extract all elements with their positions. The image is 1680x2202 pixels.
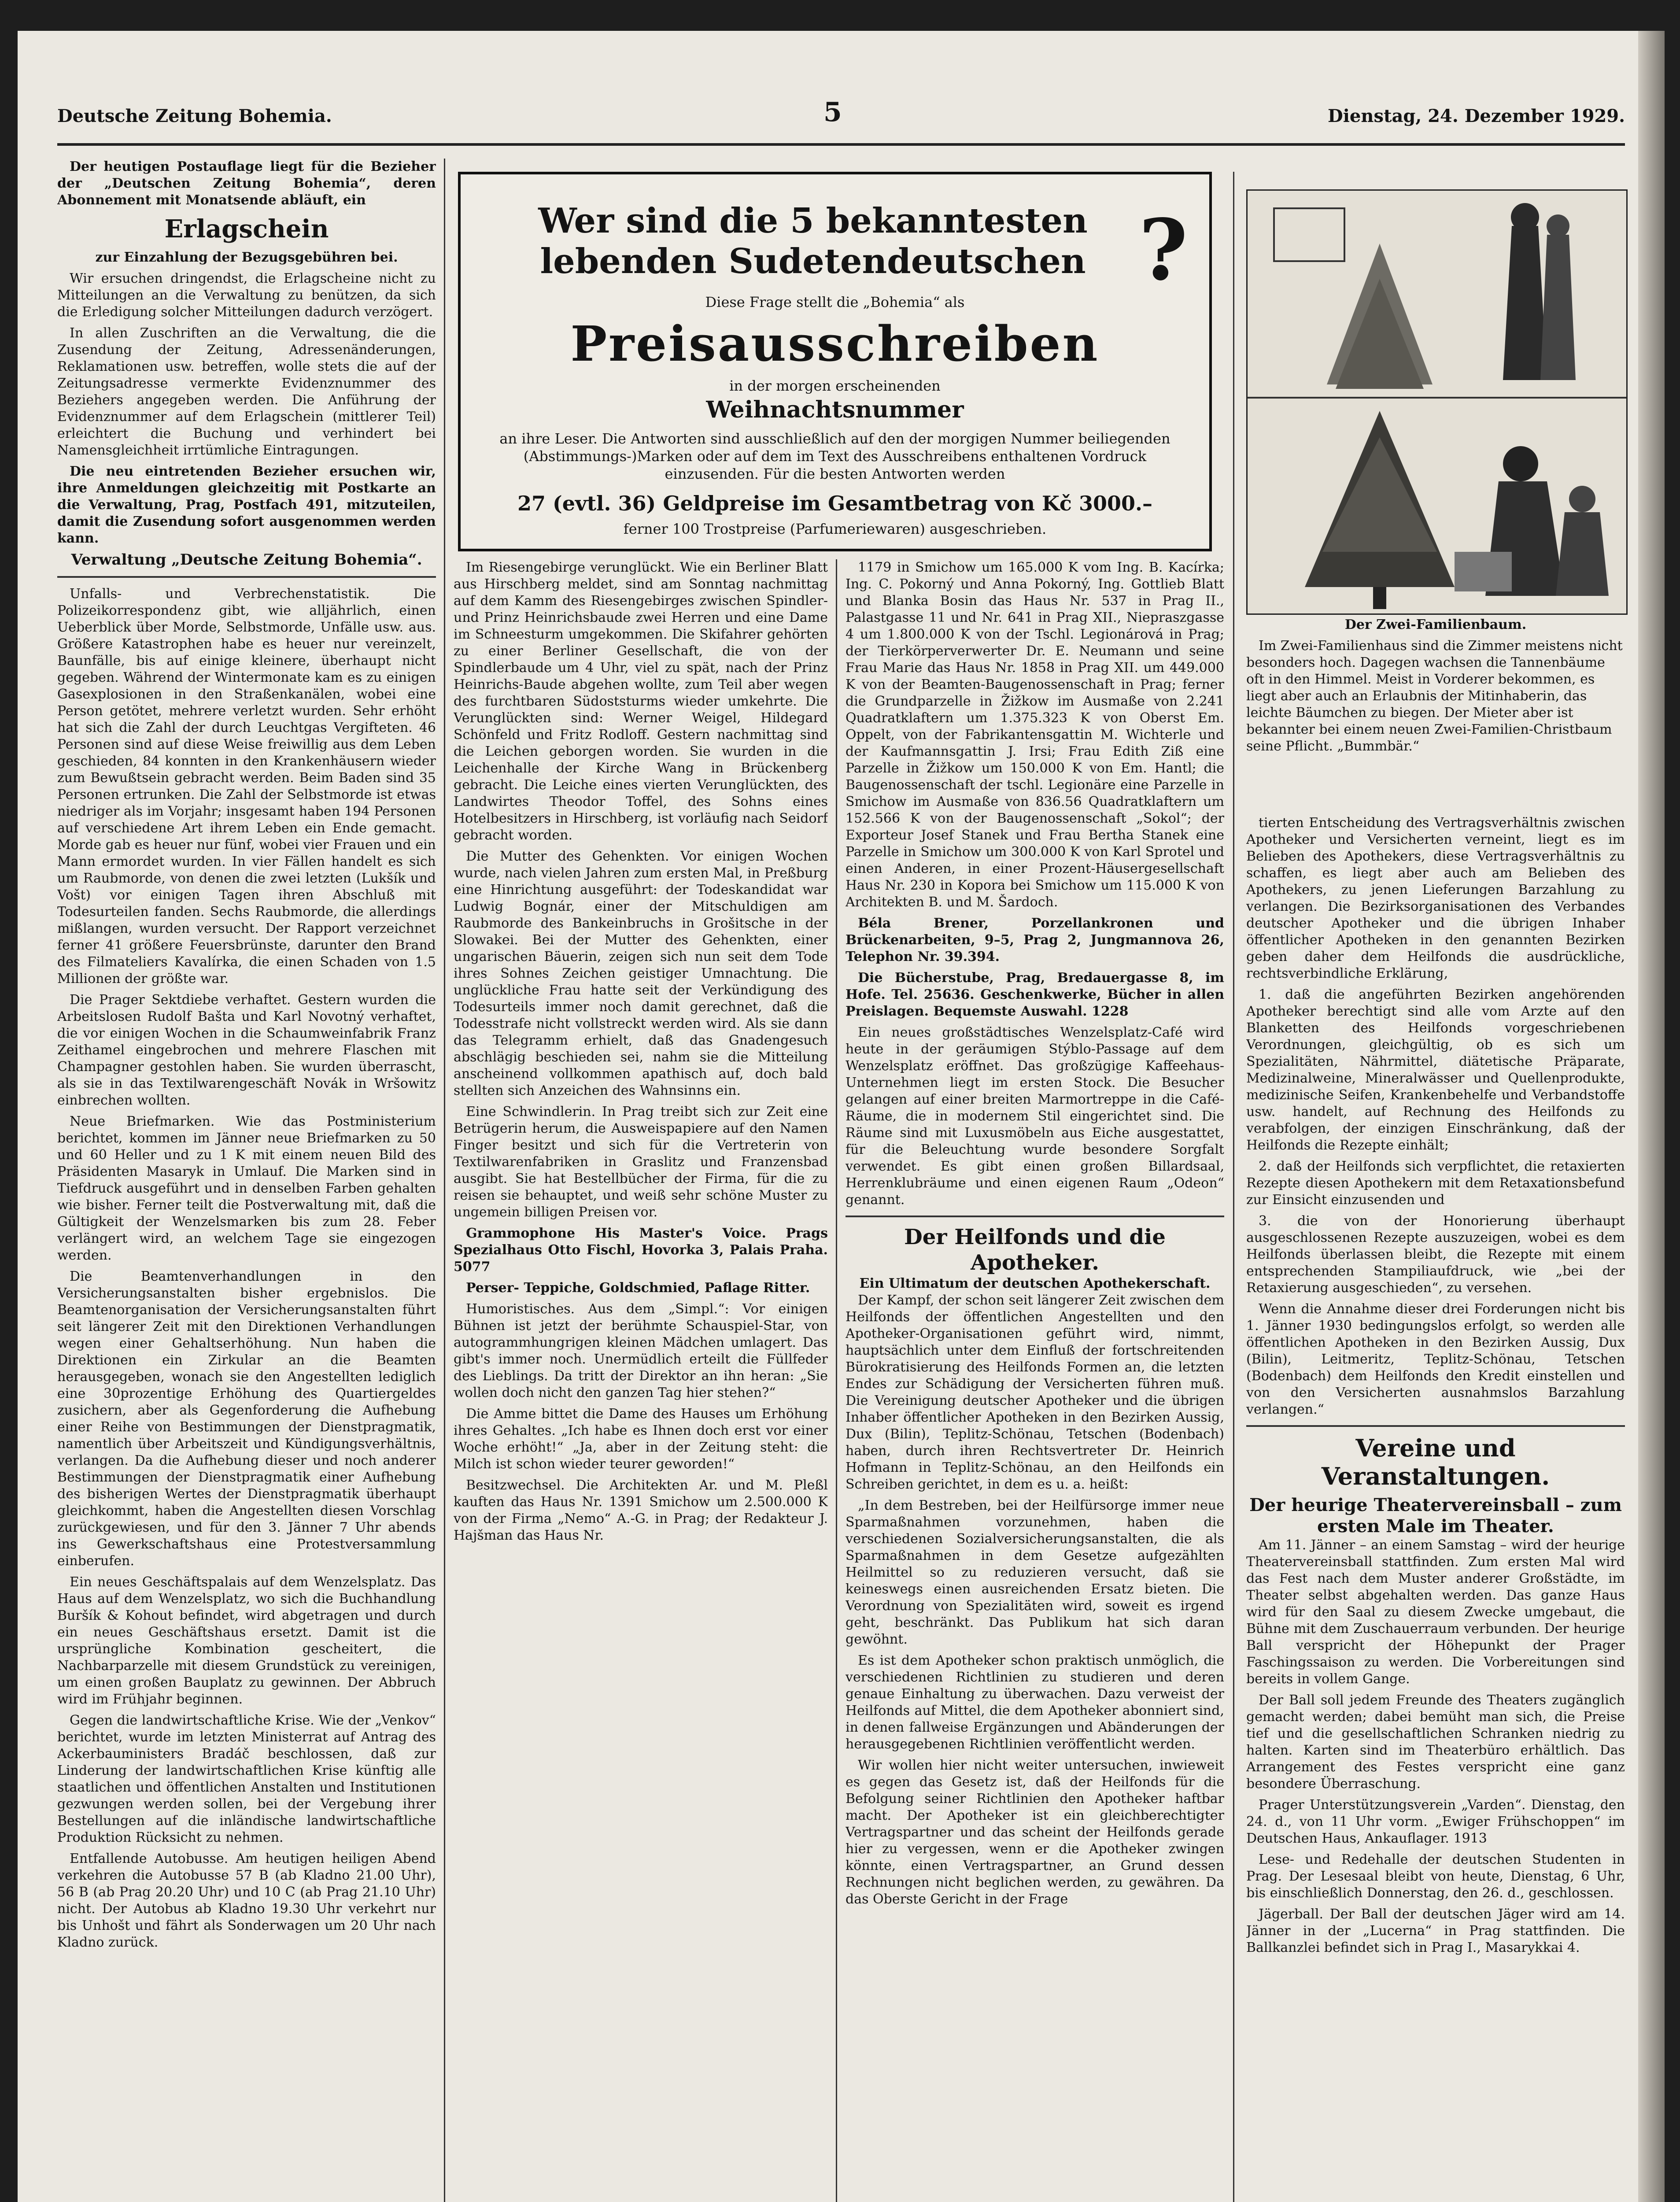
page-number: 5 <box>823 97 842 128</box>
classified-ad: Die Bücherstube, Prag, Bredauergasse 8, im Hofe. Tel. 25636. Geschenkwerke, Bücher in allen Preislagen. Bequemste Auswahl. 1228 <box>846 970 1224 1019</box>
article-paragraph: Prager Unterstützungsverein „Varden“. Dienstag, den 24. d., von 11 Uhr vorm. „Ewiger Frühschoppen“ im Deutschen Haus, Ankauflager. 1913 <box>1246 1797 1625 1846</box>
ad-title: Preisausschreiben <box>570 315 1100 372</box>
article-paragraph: Humoristisches. Aus dem „Simpl.“: Vor einigen Bühnen ist jetzt der berühmte Schauspiel-Star, von autogrammhungrigen kleinen Mädchen umlagert. Das gibt's immer noch. Unermüdlich erteilt die Füllfeder des Lieblings. Da tritt der Direktor an ihn heran: „Sie wollen doch nicht den ganzen Tag hier stehen?“ <box>454 1301 828 1400</box>
article-paragraph: 1179 in Smichow um 165.000 K vom Ing. B. Kacírka; Ing. C. Pokorný und Anna Pokorný, Ing. Gottlieb Blatt und Blanka Bosin das Haus Nr. 537 in Prag II., Palastgasse 11 und Nr. 641 in Prag XII., Niepraszgasse 4 um 1.800.000 K von der Tschl. Legionárová in Prag; der Tierkörperverwerter Dr. E. Neumann und seine Frau Marie das Haus Nr. 1858 in Prag XII. um 449.000 K von der Beamten-Baugenossenschaft in Prag; ferner die Grundparzelle in Žižkow im Ausmaße von 2.241 Quadratklaftern um 1.375.323 K von Oberst Em. Oppelt, von der Fabrikantensgattin M. Wichterle und der Kaufmannsgattin J. Irsi; Frau Edith Ziß eine Parzelle in Žižkow um 150.000 K von Em. Hantl; die Baugenossenschaft der tschl. Legionäre eine Parzelle in Smichow im Ausmaße von 836.56 Quadratklaftern um 152.566 K von der Baugenossenschaft „Sokol“; der Exporteur Josef Stanek und Frau Bertha Stanek eine Parzelle in Smichow um 300.000 K von Karl Sprotel und einen Anderen, in einer Prozent-Häusergesellschaft Haus Nr. 230 in Kopora bei Smichow um 115.000 K von Architekten B. und M. Šardoch. <box>846 560 1224 910</box>
section-subtitle: Der heurige Theatervereinsball – zum ersten Male im Theater. <box>1249 1495 1622 1537</box>
column-1 <box>57 159 436 2202</box>
article-paragraph: Wir wollen hier nicht weiter untersuchen, inwieweit es gegen das Gesetz ist, daß der Heilfonds für die Befolgung seiner Richtlinien den Apotheker haftbar macht. Der Apotheker ist ein gleichberechtigter Vertragspartner und das scheint der Heilfonds gerade hier zu vergessen, wenn er die Apotheker zwingen könnte, einen Vertragspartner, an Grund dessen Rechnungen nicht beglichen werden, zu gewähren. Da das Oberste Gericht in der Frage <box>846 1758 1224 1907</box>
newspaper-page <box>18 31 1665 2202</box>
article-paragraph: Der Ball soll jedem Freunde des Theaters zugänglich gemacht werden; dabei bemüht man sich, die Preise tief und die gesellschaftlichen Schranken niedrig zu halten. Karten sind im Theaterbüro erhältlich. Das Arrangement des Festes verspricht eine ganz besondere Überraschung. <box>1246 1692 1625 1792</box>
list-item: 1. daß die angeführten Bezirken angehörenden Apotheker berechtigt sind alle vom Arzte auf den Blanketten des Heilfonds vorgeschriebenen Verordnungen, gleichgültig, ob es sich um Spezialitäten, Nährmittel, diätetische Präparate, Medizinalweine, Mineralwässer und Quellenprodukte, medizinische Seifen, Krankenbehelfe und Verbandstoffe usw. handelt, auf Rechnung des Heilfonds zu verabfolgen, der einzigen Einschränkung, daß der Heilfonds die Rezepte einhält; <box>1246 987 1625 1153</box>
ad-issue-name: Weihnachtsnummer <box>706 396 964 423</box>
article-paragraph: Jägerball. Der Ball der deutschen Jäger wird am 14. Jänner in der „Lucerna“ in Prag stattfinden. Die Ballkanzlei befindet sich in Prag I., Masarykkai 4. <box>1246 1906 1625 1955</box>
illustration-drawing <box>1248 191 1626 613</box>
erlagschein-title: Erlagschein <box>164 214 329 244</box>
column-rule <box>444 159 445 2202</box>
divider <box>57 576 436 578</box>
divider <box>846 1216 1224 1217</box>
column-rule <box>1233 172 1234 2202</box>
article-paragraph: Gegen die landwirtschaftliche Krise. Wie der „Venkov“ berichtet, wurde im letzten Ministerrat auf Antrag des Ackerbauministers Bradáč beschlossen, daß zur Linderung der landwirtschaftlichen Krise künftig alle staatlichen und öffentlichen Anstalten und Institutionen gezwungen werden sollen, bei der Vergebung ihrer Bestellungen auf die inländische landwirtschaftliche Produktion Rücksicht zu nehmen. <box>57 1713 436 1845</box>
ad-prize: 27 (evtl. 36) Geldpreise im Gesamtbetrag von Kč 3000.– <box>517 491 1152 515</box>
article-paragraph: Im Riesengebirge verunglückt. Wie ein Berliner Blatt aus Hirschberg meldet, sind am Sonntag nachmittag auf dem Kamm des Riesengebirges zwischen Spindler- und Prinz Heinrichsbaude zwei Herren und eine Dame im Schneesturm umgekommen. Die Skifahrer gehörten zu einer Berliner Gesellschaft, die von der Spindlerbaude um 4 Uhr, viel zu spät, nach der Prinz Heinrichs-Baude abgehen wollte, zum Teil aber wegen des furchtbaren Südoststurms wieder umkehrte. Die Verunglückten sind: Werner Weigel, Hildegard Schönfeld und Fritz Rodloff. Gestern nachmittag sind die Leichen geborgen worden. Sie wurden in die Leichenhalle der Kirche Wang in Brückenberg gebracht. Die Leiche eines vierten Verunglückten, des Landwirtes Theodor Toffel, des Sohns eines Hotelbesitzers in Hirschberg, ist vorläufig nach Seidorf gebracht worden. <box>454 560 828 843</box>
article-paragraph: Die Beamtenverhandlungen in den Versicherungsanstalten bisher ergebnislos. Die Beamtenorganisation der Versicherungsanstalten führt seit längerer Zeit mit den Direktionen Verhandlungen wegen einer Gehaltserhöhung. Nun haben die Direktionen ein Zirkular an die Beamten herausgegeben, wonach sie den Angestellten lediglich eine 30prozentige Erhöhung des Quartiergeldes zusichern, aber als Gegenforderung die Aufhebung einer Reihe von Bestimmungen der Dienstpragmatik, namentlich über Arbeitszeit und Kündigungsverhältnis, verlangen. Da die Aufhebung dieser und noch anderer Bestimmungen der Dienstpragmatik einer Aufhebung des bisherigen Wertes der Dienstpragmatik überhaupt gleichkommt, haben die Angestellten diesen Vorschlag zurückgewiesen, und für den 3. Jänner 7 Uhr abends ins Gewerkschaftshaus eine Protestversammlung einberufen. <box>57 1269 436 1569</box>
article-subheadline: Ein Ultimatum der deutschen Apothekerschaft. <box>859 1276 1211 1291</box>
article-paragraph: „In dem Bestreben, bei der Heilfürsorge immer neue Sparmaßnahmen vorzunehmen, haben die verschiedenen Sozialversicherungsanstalten, die als Sparmaßnahmen in dem Gesetze aufgezählten Heilmittel so zu reduzieren versucht, daß sie keineswegs einen ausreichenden Ersatz bieten. Die Verordnung von Spezialitäten wird, soweit es irgend geht, beschränkt. Das Publikum hat sich daran gewöhnt. <box>846 1498 1224 1647</box>
column-2 <box>454 559 828 2202</box>
article-paragraph: Eine Schwindlerin. In Prag treibt sich zur Zeit eine Betrügerin herum, die Ausweispapiere auf den Namen Finger besitzt und sich für die Vertreterin von Textilwarenfabriken in Graslitz und Franzensbad ausgibt. Sie hat Bestellbücher der Firma, für die zu reisen sie behauptet, und weiß sehr schöne Muster zu ungemein billigen Preisen vor. <box>454 1104 828 1220</box>
article-paragraph: Es ist dem Apotheker schon praktisch unmöglich, die verschiedenen Richtlinien zu studieren und deren genaue Einhaltung zu überwachen. Dazu verweist der Heilfonds auf Mittel, die dem Apotheker abonniert sind, in denen fallweise Ergänzungen und Abänderungen der herausgegebenen Richtlinien veröffentlicht werden. <box>846 1653 1224 1752</box>
article-paragraph: Ein neues Geschäftspalais auf dem Wenzelsplatz. Das Haus auf dem Wenzelsplatz, wo sich die Buchhandlung Buršík & Kohout befindet, wird abgetragen und durch ein neues Geschäftshaus ersetzt. Damit ist die ursprüngliche Kombination gescheitert, die Nachbarparzelle mit diesem Grundstück zu vereinigen, um einen großen Bauplatz zu gewinnen. Der Abbruch wird im Frühjahr beginnen. <box>57 1574 436 1707</box>
ad-line: ferner 100 Trostpreise (Parfumeriewaren) ausgeschrieben. <box>623 521 1047 537</box>
article-paragraph: tierten Entscheidung des Vertragsverhältnis zwischen Apotheker und Versicherten verneint, liegt es im Belieben des Apothekers, diese Vertragsverhältnis zu schaffen, es liegt aber auch am Belieben des Apothekers, zu jenen Lieferungen Barzahlung zu verlangen. Die Bezirksorganisationen des Verbandes deutscher Apotheker und die übrigen Inhaber öffentlicher Apotheken in den genannten Bezirken geben daher dem Heilfonds die ausdrückliche, rechtsverbindliche Erklärung, <box>1246 815 1625 981</box>
erlagschein-paragraph: Die neu eintretenden Bezieher ersuchen wir, ihre Anmeldungen gleichzeitig mit Postkarte an die Verwaltung, Prag, Postfach 491, mitzuteilen, damit die Zusendung sofort ausgenommen werden kann. <box>57 464 436 546</box>
header-rule <box>57 143 1625 146</box>
erlagschein-signature: Verwaltung „Deutsche Zeitung Bohemia“. <box>71 551 422 569</box>
divider <box>1246 1425 1625 1427</box>
page-header <box>57 97 1625 132</box>
section-title: Vereine und Veranstaltungen. <box>1321 1434 1550 1490</box>
subscription-notice: Der heutigen Postauflage liegt für die Bezieher der „Deutschen Zeitung Bohemia“, deren Abonnement mit Monatsende abläuft, ein <box>57 159 436 208</box>
erlagschein-paragraph: In allen Zuschriften an die Verwaltung, die die Zusendung der Zeitung, Adressenänderungen, Reklamationen usw. betreffen, wolle stets die auf der Zeitungsadresse vermerkte Evidenznummer des Beziehers angegeben werden. Die Anführung der Evidenznummer auf dem Erlagschein (mittlerer Teil) erleichtert die Buchung und verhindert bei Namensgleichheit irrtümliche Eintragungen. <box>57 325 436 458</box>
list-item: 2. daß der Heilfonds sich verpflichtet, die retaxierten Rezepte diesen Apothekern mit dem Retaxationsbefund zur Einsicht einzusenden und <box>1246 1159 1625 1208</box>
column-3 <box>846 559 1224 2202</box>
article-paragraph: Neue Briefmarken. Wie das Postministerium berichtet, kommen im Jänner neue Briefmarken zu 50 und 60 Heller und zu 1 K mit einem neuen Bild des Präsidenten Masaryk in Umlauf. Die Marken sind in Tiefdruck ausgeführt und in denselben Farben gehalten wie bisher. Ferner teilt die Postverwaltung mit, daß die Gültigkeit der Wenzelsmarken bis zum 28. Feber verlängert wird, an welchem Tage sie eingezogen werden. <box>57 1114 436 1263</box>
ad-line: in der morgen erscheinenden <box>729 377 941 394</box>
list-item: 3. die von der Honorierung überhaupt ausgeschlossenen Rezepte auszuzeigen, wobei es dem Heilfonds überlassen bleibt, die Rezepte mit einem entsprechenden Stampiliaufdruck, wie „bei der Retaxierung ausgeschieden“, zu versehen. <box>1246 1213 1625 1296</box>
article-paragraph: Am 11. Jänner – an einem Samstag – wird der heurige Theatervereinsball stattfinden. Zum ersten Mal wird das Fest nach dem Muster anderer Großstädte, im Theater selbst abgehalten werden. Das ganze Haus wird für den Saal zu diesem Zwecke umgebaut, die Bühne mit dem Zuschauerraum verbunden. Der heurige Ball verspricht der Höhepunkt der Prager Faschingssaison zu werden. Die Vorbereitungen sind bereits in vollem Gange. <box>1246 1537 1625 1687</box>
header-left: Deutsche Zeitung Bohemia. <box>57 106 332 126</box>
erlagschein-paragraph: Wir ersuchen dringendst, die Erlagscheine nicht zu Mitteilungen an die Verwaltung zu benützen, da sich die Erledigung solcher Mitteilungen dadurch verzögert. <box>57 271 436 320</box>
page-edge-shadow <box>1638 31 1665 2202</box>
christmas-illustration <box>1246 189 1628 615</box>
question-mark: ? <box>1139 201 1188 299</box>
ad-headline: Wer sind die 5 bekanntesten lebenden Sudetendeutschen <box>538 201 1088 281</box>
contest-advertisement <box>458 172 1212 551</box>
column-rule <box>836 559 837 2202</box>
article-paragraph: Unfalls- und Verbrechenstatistik. Die Polizeikorrespondenz gibt, wie alljährlich, einen Ueberblick über Morde, Selbstmorde, Unfälle usw. aus. Größere Katastrophen habe es heuer nur vereinzelt, Baunfälle, bis auf einige kleinere, überhaupt nicht gegeben. Während der Wintermonate kam es zu einigen Gasexplosionen in den Straßenkanälen, wobei eine Person getötet, mehrere verletzt wurden. Sehr erhöht hat sich die Zahl der durch Leuchtgas Vergifteten. 46 Personen sind auf diese Weise freiwillig aus dem Leben geschieden, 84 konnten in den Krankenhäusern wieder zum Bewußtsein gebracht werden. Beim Baden sind 35 Personen ertrunken. Die Zahl der Selbstmorde ist etwas niedriger als im Vorjahr; insgesamt haben 194 Personen auf verschiedene Art ihrem Leben ein Ende gemacht. Morde gab es heuer nur fünf, wobei vier Frauen und ein Mann ermordet wurden. In vier Fällen handelt es sich um Raubmorde, von denen die zwei letzten (Lukšík und Vošt) vor einigen Tagen ihren Abschluß mit Todesurteilen fanden. Sechs Raubmorde, die allerdings mißlangen, wurden versucht. Der Rapport verzeichnet ferner 41 größere Feuersbrünste, darunter den Brand des Filmateliers Kavalírka, die einen Schaden von 1.5 Millionen der größte war. <box>57 586 436 986</box>
article-paragraph: Ein neues großstädtisches Wenzelsplatz-Café wird heute in der geräumigen Stýblo-Passage auf dem Wenzelsplatz eröffnet. Das großzügige Kaffeehaus-Unternehmen liegt im ersten Stock. Die Besucher gelangen auf einer breiten Marmortreppe in die Café-Räume, die in modernem Stil eingerichtet sind. Die Räume sind mit Luxusmöbeln aus Eiche ausgestattet, für die Beleuchtung wurde besondere Sorgfalt verwendet. Es gibt einen großen Billardsaal, Herrenklubräume und einen eigenen Raum „Odeon“ genannt. <box>846 1025 1224 1208</box>
article-paragraph: Entfallende Autobusse. Am heutigen heiligen Abend verkehren die Autobusse 57 B (ab Kladno 21.00 Uhr), 56 B (ab Prag 20.20 Uhr) und 10 C (ab Prag 21.10 Uhr) nicht. Der Autobus ab Kladno 19.30 Uhr verkehrt nur bis Unhošt und fährt als Sonderwagen um 20 Uhr nach Kladno zurück. <box>57 1851 436 1950</box>
classified-ad: Perser- Teppiche, Goldschmied, Paflage Ritter. <box>466 1280 810 1296</box>
article-paragraph: Die Amme bittet die Dame des Hauses um Erhöhung ihres Gehaltes. „Ich habe es Ihnen doch erst vor einer Woche erhöht!“ „Ja, aber in der Zeitung steht: die Milch ist schon wieder teurer geworden!“ <box>454 1406 828 1472</box>
column-4 <box>1246 815 1625 2202</box>
article-paragraph: Der Kampf, der schon seit längerer Zeit zwischen dem Heilfonds der öffentlichen Angestellten und den Apotheker-Organisationen geführt wird, nimmt, hauptsächlich unter dem Einfluß der fortschreitenden Bürokratisierung des Heilfonds Formen an, die letzten Endes zur Schädigung der Versicherten führen muß. Die Vereinigung deutscher Apotheker und die übrigen Inhaber öffentlicher Apotheken in den Bezirken Aussig, Dux (Bilin), Teplitz-Schönau, Tetschen (Bodenbach) haben, durch ihren Rechtsvertreter Dr. Heinrich Hofmann in Teplitz-Schönau, an den Heilfonds ein Schreiben gerichtet, in dem es u. a. heißt: <box>846 1293 1224 1492</box>
header-date: Dienstag, 24. Dezember 1929. <box>1328 106 1625 126</box>
erlagschein-subtitle: zur Einzahlung der Bezugsgebühren bei. <box>95 250 398 265</box>
caption-text: Im Zwei-Familienhaus sind die Zimmer meistens nicht besonders hoch. Dagegen wachsen die Tannenbäume oft in den Himmel. Meist in Vorderer bekommen, es liegt aber auch an Erlaubnis der Mitinhaberin, das leichte Bäumchen zu biegen. Der Mieter aber ist bekannter bei einem neuen Zwei-Familien-Christbaum seine Pflicht. „Bummbär.“ <box>1246 638 1623 754</box>
caption-title: Der Zwei-Familienbaum. <box>1344 617 1527 632</box>
classified-ad: Béla Brener, Porzellankronen und Brückenarbeiten, 9–5, Prag 2, Jungmannova 26, Telephon Nr. 39.394. <box>846 916 1224 964</box>
ad-line: Diese Frage stellt die „Bohemia“ als <box>705 294 965 310</box>
illustration-caption <box>1246 617 1625 759</box>
article-paragraph: Besitzwechsel. Die Architekten Ar. und M. Pleßl kauften das Haus Nr. 1391 Smichow um 2.500.000 K von der Firma „Nemo“ A.-G. in Prag; der Redakteur J. Hajšman das Haus Nr. <box>454 1478 828 1543</box>
ad-text: an ihre Leser. Die Antworten sind ausschließlich auf den der morgigen Nummer beiliegenden (Abstimmungs-)Marken oder auf dem im Text des Ausschreibens enthaltenen Vordruck einzusenden. Für die besten Antworten werden <box>499 430 1170 482</box>
article-paragraph: Die Mutter des Gehenkten. Vor einigen Wochen wurde, nach vielen Jahren zum ersten Mal, in Preßburg eine Hinrichtung ausgeführt: der Todeskandidat war Ludwig Bognár, einer der Mitschuldigen am Raubmorde des Bankeinbruchs in Grošitsche in der Slowakei. Bei der Mutter des Gehenkten, einer ungarischen Bäuerin, zeigen sich nun seit dem Tode ihres Sohnes Zeichen geistiger Umnachtung. Die unglückliche Frau hatte seit der Verkündigung des Todesurteils immer noch damit gerechnet, daß die Todesstrafe nicht vollstreckt werden wird. Als sie dann das Telegramm erhielt, daß das Gnadengesuch abschlägig beschieden sei, nahm sie die Mitteilung anscheinend vollkommen apathisch auf, doch bald stellten sich Anzeichen des Wahnsinns ein. <box>454 849 828 1098</box>
article-paragraph: Lese- und Redehalle der deutschen Studenten in Prag. Der Lesesaal bleibt von heute, Dienstag, 6 Uhr, bis einschließlich Donnerstag, den 26. d., geschlossen. <box>1246 1852 1625 1901</box>
article-paragraph: Wenn die Annahme dieser drei Forderungen nicht bis 1. Jänner 1930 bedingungslos erfolgt, so werden alle öffentlichen Apotheken in den Bezirken Aussig, Dux (Bilin), Leitmeritz, Teplitz-Schönau, Tetschen (Bodenbach) dem Heilfonds den Kredit einstellen und von den Versicherten ausnahmslos Barzahlung verlangen.“ <box>1246 1301 1625 1417</box>
article-headline: Der Heilfonds und die Apotheker. <box>904 1225 1166 1275</box>
article-paragraph: Die Prager Sektdiebe verhaftet. Gestern wurden die Arbeitslosen Rudolf Bašta und Karl Novotný verhaftet, die vor einigen Wochen in die Schaumweinfabrik Franz Zeithamel eingebrochen und mehrere Flaschen mit Champagner gestohlen haben. Sie wurden überrascht, als sie in das Textilwarengeschäft Novák in Wršowitz einbrechen wollten. <box>57 992 436 1108</box>
classified-ad: Grammophone His Master's Voice. Prags Spezialhaus Otto Fischl, Hovorka 3, Palais Praha. 5077 <box>454 1226 828 1275</box>
